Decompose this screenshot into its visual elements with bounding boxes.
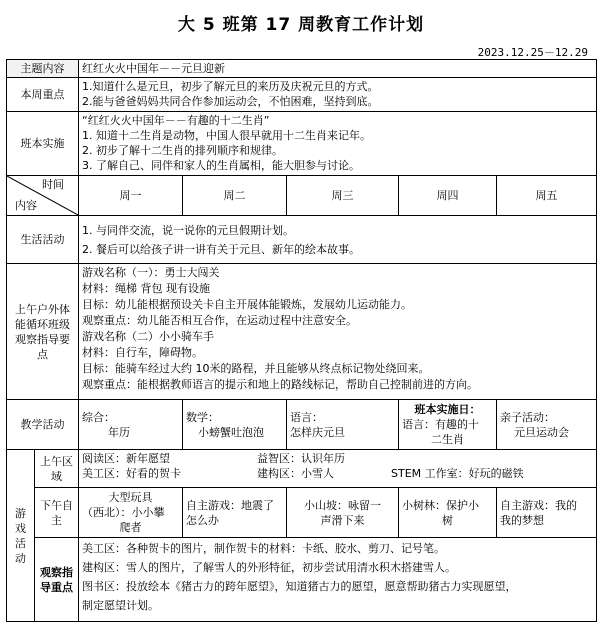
afternoon-line: 爬者	[119, 521, 142, 534]
teaching-cell-class-day	[399, 400, 497, 450]
area-item: 益智区：认识年历	[257, 452, 345, 465]
outdoor-line: 观察重点：能根据教师语言的提示和地上的路线标记，帮助自己控制前进的方向。	[82, 378, 478, 391]
teaching-topic: 元旦运动会	[514, 425, 569, 439]
outdoor-line: 材料：自行车，障碍物。	[82, 346, 203, 359]
afternoon-line: 树	[442, 513, 453, 527]
theme-value: 红红火火中国年－－元旦迎新	[79, 60, 597, 78]
morning-content	[79, 450, 597, 488]
teaching-row	[7, 400, 597, 450]
theme-label: 主题内容	[7, 60, 79, 78]
teaching-topic: 二生肖	[431, 433, 464, 446]
life-line: 1. 与同伴交流，说一说你的元旦假期计划。	[82, 223, 294, 237]
teaching-subject: 数学：	[186, 410, 219, 424]
afternoon-line: 小山坡：咏留一	[304, 498, 381, 512]
teaching-class-day-head: 班本实施日：	[414, 403, 481, 416]
day-header: 周一	[79, 176, 183, 216]
life-line: 2. 餐后可以给孩子讲一讲有关于元旦、新年的绘本故事。	[82, 242, 360, 256]
afternoon-line: 我的梦想	[500, 513, 544, 527]
area-item: 建构区：小雪人	[257, 467, 334, 480]
outdoor-line: 游戏名称（一）：勇士大闯关	[82, 266, 220, 279]
date-range: 2023.12.25－12.29	[477, 46, 588, 59]
teaching-subject: 语言：有趣的十	[402, 418, 479, 431]
observe-line: 美工区：各种贺卡的图片，制作贺卡的材料：卡纸、胶水、剪刀、记号笔。	[82, 542, 445, 555]
life-label: 生活活动	[7, 216, 79, 264]
teaching-topic: 年历	[108, 425, 130, 439]
outdoor-line: 观察重点：幼儿能否相互合作，在运动过程中注意安全。	[82, 314, 357, 327]
life-row	[7, 216, 597, 264]
outdoor-line: 材料：绳梯 背包 现有设施	[82, 282, 210, 295]
teaching-label: 教学活动	[7, 400, 79, 450]
afternoon-cell	[497, 488, 597, 538]
focus-label: 本周重点	[7, 78, 79, 112]
class-impl-label: 班本实施	[7, 112, 79, 176]
plan-table	[6, 59, 597, 622]
focus-line: 1.知道什么是元旦，初步了解元旦的来历及庆祝元旦的方式。	[82, 80, 379, 93]
morning-row2	[82, 466, 593, 481]
afternoon-line: 自主游戏：我的	[500, 498, 577, 512]
outdoor-content	[79, 264, 597, 400]
afternoon-line: （西北）：小小攀	[82, 506, 165, 519]
afternoon-cell	[79, 488, 183, 538]
teaching-cell	[287, 400, 399, 450]
afternoon-cell	[183, 488, 287, 538]
observe-line: 建构区：雪人的图片，了解雪人的外形特征，初步尝试用清水积木搭建雪人。	[82, 561, 456, 574]
focus-content	[79, 78, 597, 112]
class-impl-line: 3. 了解自己、同伴和家人的生肖属相，能大胆参与讨论。	[82, 159, 360, 172]
game-afternoon-row	[7, 488, 597, 538]
class-impl-line: “红红火火中国年－－有趣的十二生肖”	[82, 114, 270, 127]
day-header: 周二	[183, 176, 287, 216]
teaching-subject: 综合：	[82, 410, 115, 424]
teaching-cell	[497, 400, 597, 450]
area-item: STEM 工作室：好玩的磁铁	[391, 467, 524, 480]
class-impl-line: 2. 初步了解十二生肖的排列顺序和规律。	[82, 144, 283, 157]
morning-row1	[82, 451, 593, 466]
game-label	[7, 450, 35, 622]
day-header: 周五	[497, 176, 597, 216]
header-diagonal-cell	[7, 176, 79, 216]
afternoon-cell	[399, 488, 497, 538]
observe-line: 制定愿望计划。	[82, 599, 159, 612]
afternoon-line: 自主游戏：地震了	[186, 498, 274, 512]
class-impl-row	[7, 112, 597, 176]
focus-line: 2.能与爸爸妈妈共同合作参加运动会，不怕困难，坚持到底。	[82, 95, 379, 108]
header-content-label: 内容	[15, 199, 37, 212]
observe-content	[79, 538, 597, 622]
teaching-topic: 怎样庆元旦	[290, 425, 345, 439]
observe-line: 图书区：投放绘本《猪古力的跨年愿望》，知道猪古力的愿望，愿意帮助猪古力实现愿望，	[82, 580, 517, 593]
teaching-cell	[183, 400, 287, 450]
afternoon-line: 怎么办	[186, 513, 219, 527]
outdoor-line: 目标：能骑车经过大约 10米的路程，并且能够从终点标记物处绕回来。	[82, 362, 430, 375]
game-morning-row	[7, 450, 597, 488]
header-row	[7, 176, 597, 216]
afternoon-line: 大型玩具	[108, 491, 153, 504]
theme-row	[7, 60, 597, 78]
life-content	[79, 216, 597, 264]
area-item: 阅读区：新年愿望	[82, 452, 170, 465]
day-header: 周四	[399, 176, 497, 216]
afternoon-line: 声滑下来	[320, 513, 365, 527]
afternoon-label: 下午自主	[35, 488, 79, 538]
teaching-topic: 小螃蟹吐泡泡	[198, 425, 264, 439]
class-impl-line: 1. 知道十二生肖是动物，中国人很早就用十二生肖来记年。	[82, 129, 371, 142]
teaching-subject: 亲子活动：	[500, 410, 555, 424]
afternoon-cell	[287, 488, 399, 538]
page-title: 大 5 班第 17 周教育工作计划	[177, 15, 425, 35]
teaching-subject: 语言：	[290, 410, 323, 424]
game-label-text: 游戏活动	[15, 506, 26, 565]
focus-row	[7, 78, 597, 112]
outdoor-label: 上午户外体能循环班级观察指导要点	[7, 264, 79, 400]
outdoor-line: 游戏名称（二）小小骑车手	[82, 330, 214, 343]
outdoor-row	[7, 264, 597, 400]
afternoon-line: 小树林：保护小	[402, 498, 479, 512]
teaching-cell	[79, 400, 183, 450]
outdoor-line: 目标：幼儿能根据预设关卡自主开展体能锻炼，发展幼儿运动能力。	[82, 298, 412, 311]
class-impl-content	[79, 112, 597, 176]
morning-label: 上午区域	[35, 450, 79, 488]
observe-label: 观察指导重点	[35, 538, 79, 622]
area-item: 美工区：好看的贺卡	[82, 467, 181, 480]
game-observe-row	[7, 538, 597, 622]
header-time-label: 时间	[42, 178, 64, 191]
day-header: 周三	[287, 176, 399, 216]
